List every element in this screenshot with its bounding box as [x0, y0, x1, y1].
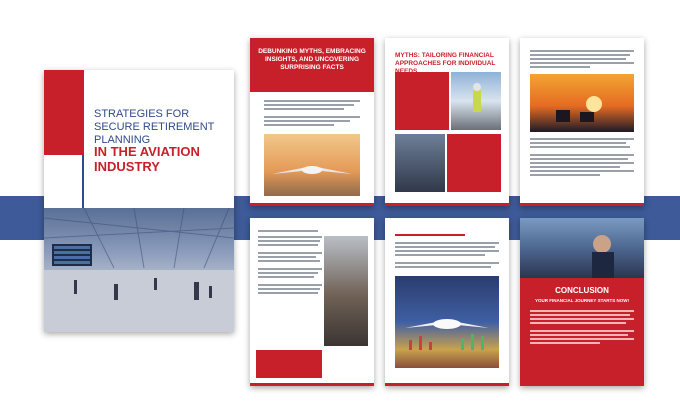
conclusion-title: CONCLUSION — [555, 286, 609, 295]
cover-red-bar — [44, 70, 84, 155]
page7-pilot-photo — [520, 218, 644, 278]
cover-page — [44, 70, 234, 332]
page3-red-box-2 — [447, 134, 501, 192]
page5-red-callout — [256, 350, 322, 378]
page-myths-tailoring — [385, 38, 509, 206]
page3-red-box-1 — [395, 72, 449, 130]
page-conclusion — [520, 218, 644, 386]
page6-airplane-chart-photo — [395, 276, 499, 368]
page3-ground-crew-photo — [451, 72, 501, 130]
airport-terminal-image — [44, 208, 234, 332]
page5-woman-phone-photo — [324, 236, 368, 346]
page-retirement-story — [520, 38, 644, 206]
cover-title-bottom: IN THE AVIATION INDUSTRY — [94, 144, 200, 174]
cover-airport-photo — [44, 208, 234, 332]
page-financial-tips — [250, 218, 374, 386]
page3-title: MYTHS: TAILORING FINANCIAL APPROACHES FOR INDIVIDUAL — [395, 52, 496, 67]
page2-header: DEBUNKING MYTHS, EMBRACING INSIGHTS, AND UNCOVERING SURPRISING FACTS — [250, 38, 374, 92]
page-myths-insights — [250, 38, 374, 206]
page3-cockpit-photo — [395, 134, 445, 192]
page2-airplane-photo — [264, 134, 360, 196]
page-emotional-well-being — [385, 218, 509, 386]
cover-title-top: STRATEGIES FOR SECURE RETIREMENT PLANNING — [94, 108, 215, 146]
conclusion-subtitle: YOUR FINANCIAL JOURNEY STARTS NOW! — [534, 298, 629, 303]
page4-sunset-chairs-photo — [530, 74, 634, 132]
